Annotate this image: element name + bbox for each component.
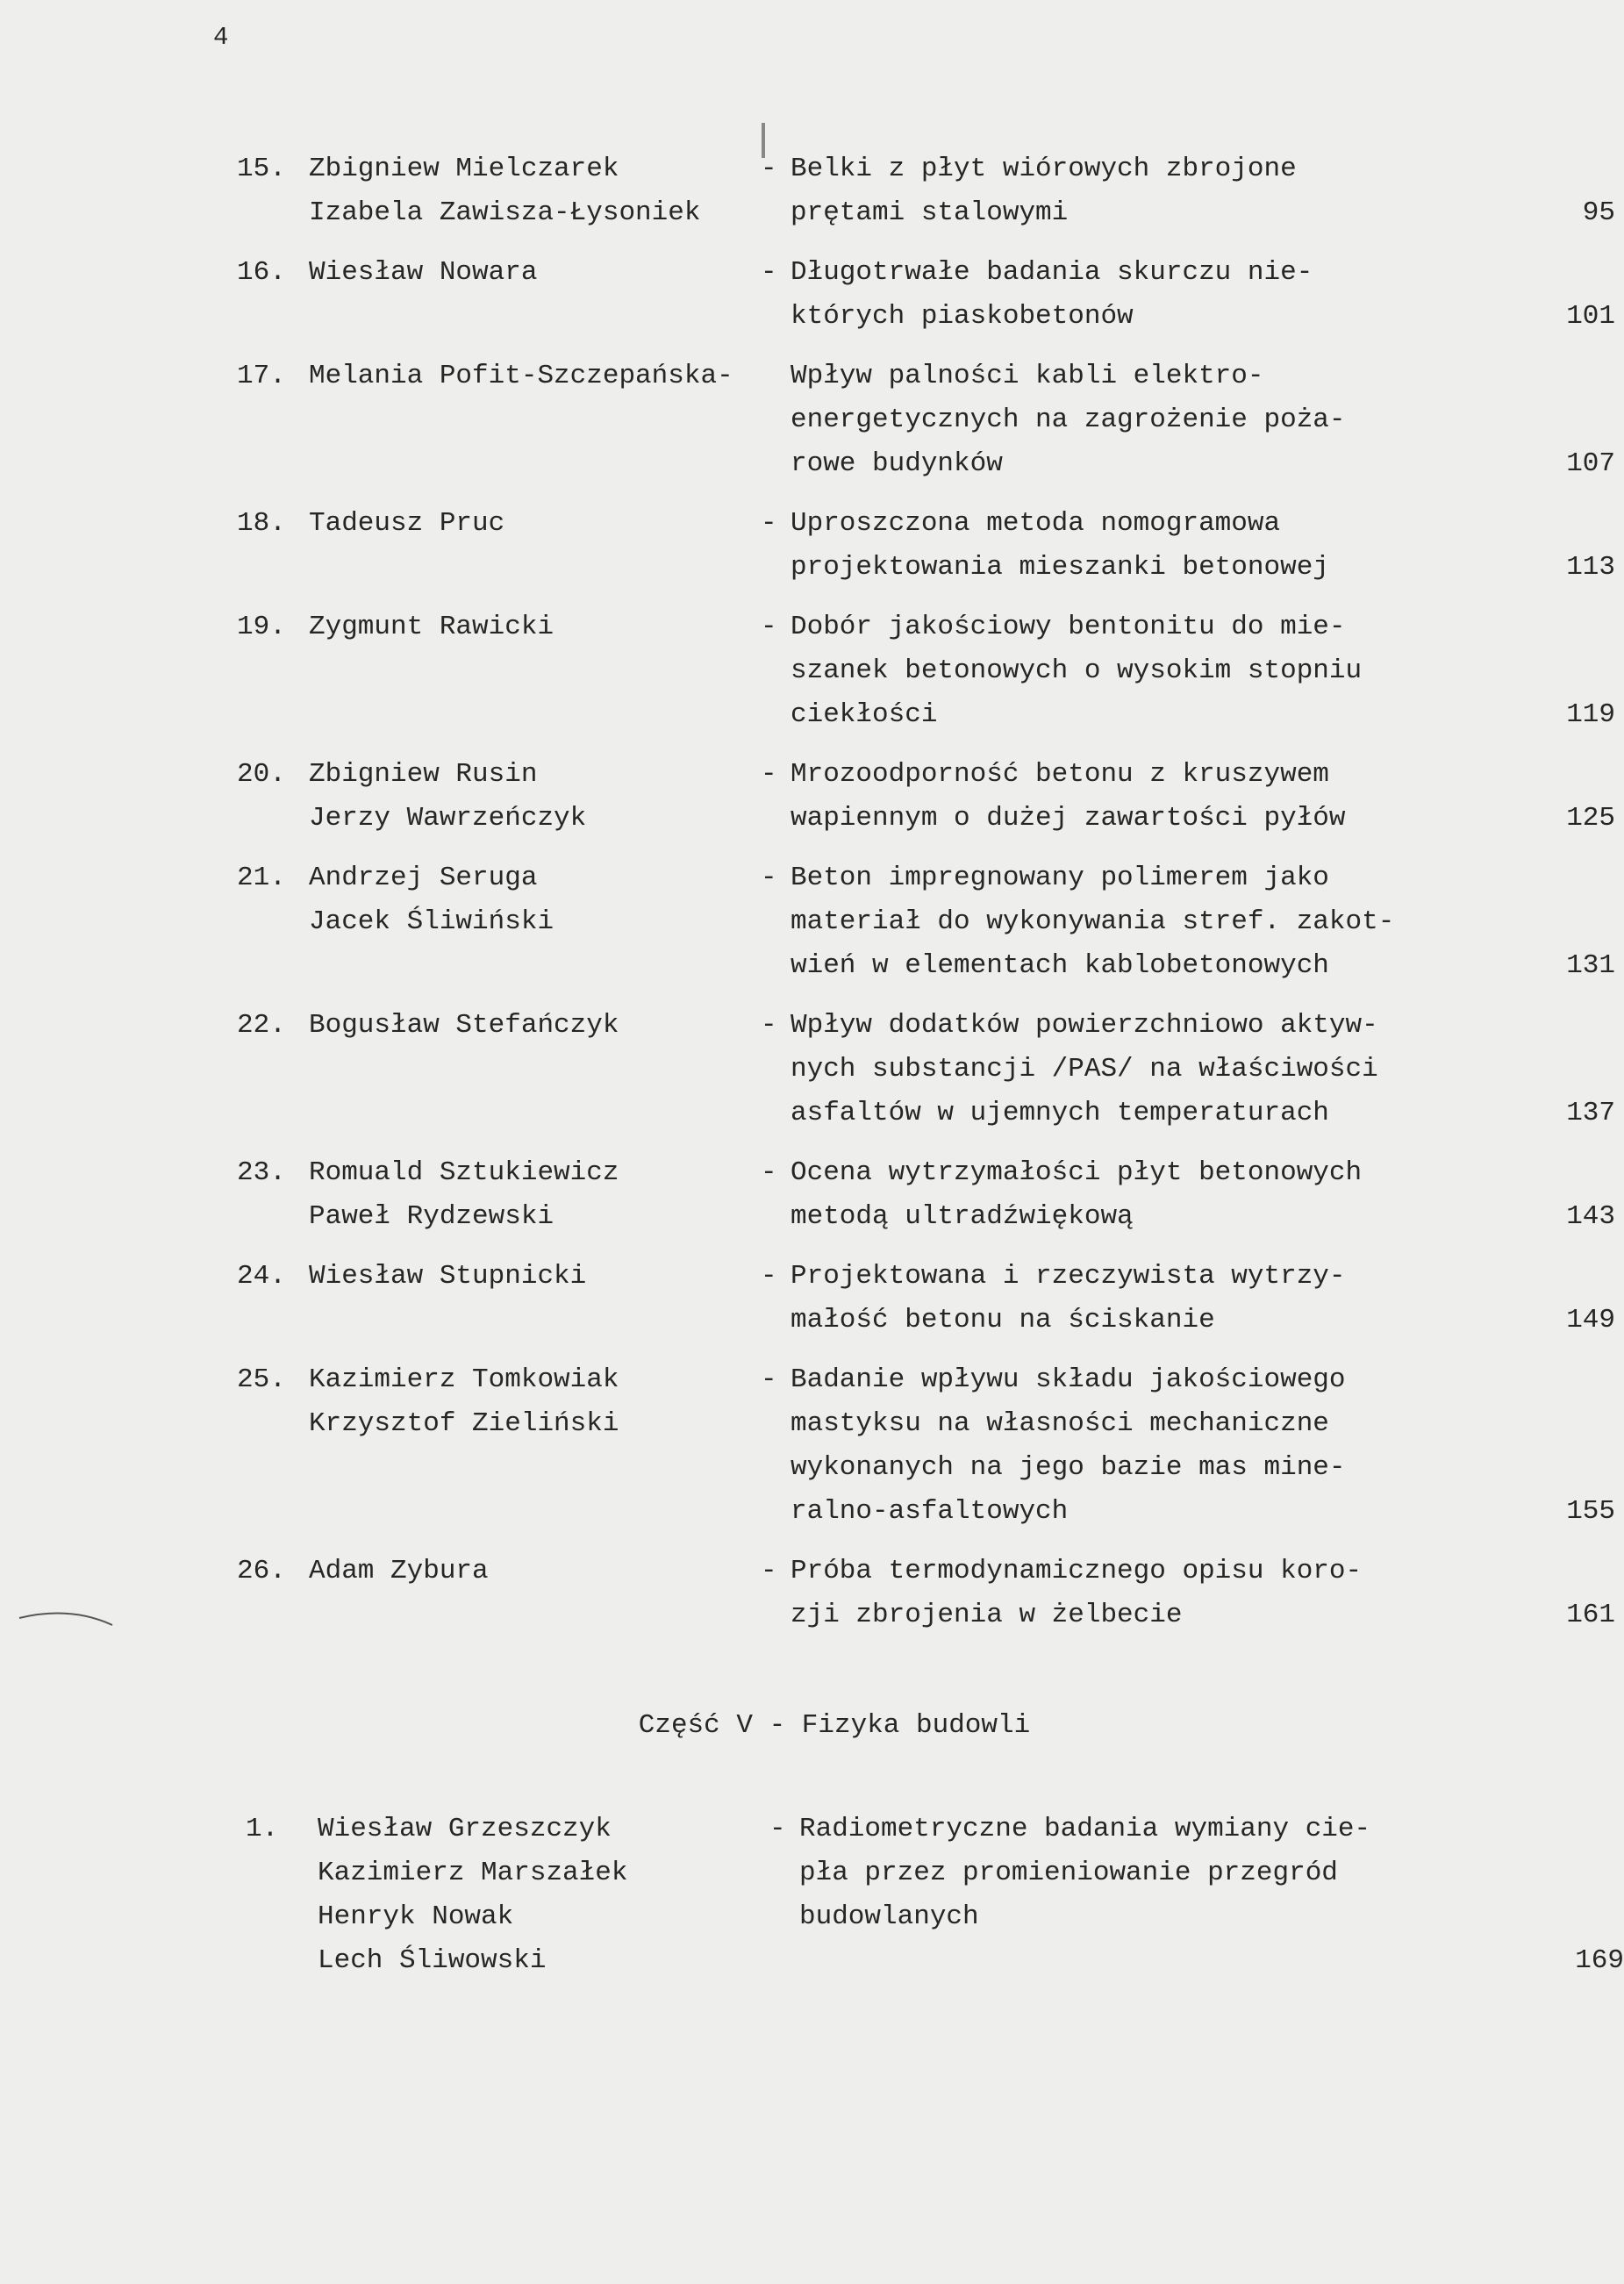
entry-title — [791, 251, 1510, 339]
author-name: Paweł Rydzewski — [309, 1201, 554, 1232]
title-line: zji zbrojenia w żelbecie — [791, 1600, 1183, 1630]
section-heading: Część V - Fizyka budowli — [638, 1710, 1031, 1741]
entry-title — [791, 753, 1510, 841]
entry-dash: - — [761, 1261, 777, 1292]
entry-dash — [761, 354, 791, 486]
entry-number: 25. — [237, 1364, 286, 1395]
entry-dash: - — [761, 1364, 777, 1395]
entry-title — [791, 147, 1510, 235]
toc-entry — [237, 1358, 1615, 1534]
title-line: asfaltów w ujemnych temperaturach — [791, 1098, 1329, 1128]
entry-dash: - — [761, 759, 777, 790]
entry-page-number: 161 — [1566, 1600, 1615, 1630]
author-name: Andrzej Seruga — [309, 863, 538, 893]
entry-title — [791, 1255, 1510, 1342]
entry-number: 23. — [237, 1157, 286, 1188]
author-name: Wiesław Grzeszczyk — [318, 1814, 612, 1844]
author-name: Zygmunt Rawicki — [309, 612, 554, 642]
entry-authors — [309, 856, 761, 988]
toc-entry — [237, 502, 1615, 590]
toc-entry — [237, 251, 1615, 339]
author-name: Adam Zybura — [309, 1556, 489, 1586]
author-name: Lech Śliwowski — [318, 1945, 547, 1976]
entry-authors — [309, 1255, 761, 1342]
title-line: Mrozoodporność betonu z kruszywem — [791, 759, 1329, 790]
title-line: Próba termodynamicznego opisu koro- — [791, 1556, 1363, 1586]
entry-authors — [309, 1550, 761, 1637]
title-line: Projektowana i rzeczywista wytrzy- — [791, 1261, 1346, 1292]
entry-number: 20. — [237, 759, 286, 790]
entry-title — [791, 354, 1510, 486]
title-line: wień w elementach kablobetonowych — [791, 950, 1329, 981]
toc-entry — [237, 1550, 1615, 1637]
entry-page-number: 143 — [1566, 1201, 1615, 1232]
author-name: Jerzy Wawrzeńczyk — [309, 803, 587, 834]
entry-number: 18. — [237, 508, 286, 539]
author-name: Jacek Śliwiński — [309, 906, 554, 937]
title-line: Beton impregnowany polimerem jako — [791, 863, 1329, 893]
toc-entry — [237, 354, 1615, 486]
entry-page-number: 169 — [1575, 1945, 1624, 1976]
entry-dash: - — [769, 1814, 786, 1844]
toc-entry — [246, 1808, 1624, 1983]
entry-authors — [309, 502, 761, 590]
author-name: Kazimierz Tomkowiak — [309, 1364, 619, 1395]
entry-page-number: 149 — [1566, 1305, 1615, 1335]
title-line: prętami stalowymi — [791, 197, 1069, 228]
author-name: Henryk Nowak — [318, 1901, 514, 1932]
entry-dash: - — [761, 257, 777, 288]
title-line: projektowania mieszanki betonowej — [791, 552, 1329, 583]
title-line: ciekłości — [791, 699, 938, 730]
entry-title — [799, 1808, 1519, 1983]
entry-authors — [309, 1358, 761, 1534]
author-name: Tadeusz Pruc — [309, 508, 505, 539]
entry-title — [791, 1550, 1510, 1637]
author-name: Zbigniew Mielczarek — [309, 154, 619, 184]
title-line: Ocena wytrzymałości płyt betonowych — [791, 1157, 1363, 1188]
entry-authors — [318, 1808, 769, 1983]
title-line: pła przez promieniowanie przegród — [799, 1858, 1338, 1888]
entry-page-number: 131 — [1566, 950, 1615, 981]
entry-number: 19. — [237, 612, 286, 642]
title-line: materiał do wykonywania stref. zakot- — [791, 906, 1395, 937]
title-line: wykonanych na jego bazie mas mine- — [791, 1452, 1346, 1483]
page-number: 4 — [213, 23, 229, 52]
entry-page-number: 113 — [1566, 552, 1615, 583]
title-line: budowlanych — [799, 1901, 979, 1932]
title-line: małość betonu na ściskanie — [791, 1305, 1215, 1335]
entry-dash: - — [761, 1157, 777, 1188]
author-name: Romuald Sztukiewicz — [309, 1157, 619, 1188]
author-name: Melania Pofit-Szczepańska- — [309, 361, 733, 391]
title-line: Belki z płyt wiórowych zbrojone — [791, 154, 1297, 184]
title-line: nych substancji /PAS/ na właściwości — [791, 1054, 1378, 1085]
entry-page-number: 137 — [1566, 1098, 1615, 1128]
entry-title — [791, 1358, 1510, 1534]
entry-authors — [309, 1004, 761, 1135]
title-line: Badanie wpływu składu jakościowego — [791, 1364, 1346, 1395]
title-line: których piaskobetonów — [791, 301, 1134, 332]
author-name: Krzysztof Zieliński — [309, 1408, 619, 1439]
entry-authors — [309, 147, 761, 235]
table-of-contents — [0, 147, 1615, 1653]
entry-dash: - — [761, 154, 777, 184]
entry-authors — [309, 753, 761, 841]
entry-title — [791, 1151, 1510, 1239]
title-line: Wpływ dodatków powierzchniowo aktyw- — [791, 1010, 1378, 1041]
entry-number: 16. — [237, 257, 286, 288]
toc-entry — [237, 605, 1615, 737]
title-line: Uproszczona metoda nomogramowa — [791, 508, 1281, 539]
entry-title — [791, 502, 1510, 590]
author-name: Bogusław Stefańczyk — [309, 1010, 619, 1041]
entry-dash: - — [761, 1010, 777, 1041]
entry-number: 21. — [237, 863, 286, 893]
entry-page-number: 95 — [1582, 197, 1615, 228]
entry-authors — [309, 354, 761, 486]
entry-title — [791, 1004, 1510, 1135]
entry-page-number: 107 — [1566, 448, 1615, 479]
title-line: wapiennym o dużej zawartości pyłów — [791, 803, 1346, 834]
entry-page-number: 125 — [1566, 803, 1615, 834]
author-name: Kazimierz Marszałek — [318, 1858, 628, 1888]
entry-page-number: 101 — [1566, 301, 1615, 332]
author-name: Wiesław Nowara — [309, 257, 538, 288]
entry-number: 22. — [237, 1010, 286, 1041]
toc-entry — [237, 753, 1615, 841]
entry-dash: - — [761, 508, 777, 539]
entry-page-number: 119 — [1566, 699, 1615, 730]
entry-number: 26. — [237, 1556, 286, 1586]
title-line: Dobór jakościowy bentonitu do mie- — [791, 612, 1346, 642]
title-line: Wpływ palności kabli elektro- — [791, 361, 1264, 391]
entry-dash: - — [761, 1556, 777, 1586]
author-name: Wiesław Stupnicki — [309, 1261, 587, 1292]
title-line: rowe budynków — [791, 448, 1003, 479]
entry-authors — [309, 1151, 761, 1239]
section-table-of-contents — [0, 1808, 1624, 1999]
entry-number: 15. — [237, 154, 286, 184]
entry-number: 24. — [237, 1261, 286, 1292]
title-line: metodą ultradźwiękową — [791, 1201, 1134, 1232]
entry-authors — [309, 251, 761, 339]
entry-number: 17. — [237, 361, 286, 391]
toc-entry — [237, 1151, 1615, 1239]
toc-entry — [237, 1255, 1615, 1342]
title-line: mastyksu na własności mechaniczne — [791, 1408, 1329, 1439]
title-line: Długotrwałe badania skurczu nie- — [791, 257, 1313, 288]
entry-title — [791, 605, 1510, 737]
entry-number: 1. — [246, 1814, 279, 1844]
entry-dash: - — [761, 612, 777, 642]
title-line: energetycznych na zagrożenie poża- — [791, 405, 1346, 435]
entry-title — [791, 856, 1510, 988]
toc-entry — [237, 147, 1615, 235]
entry-authors — [309, 605, 761, 737]
title-line: szanek betonowych o wysokim stopniu — [791, 655, 1363, 686]
title-line: ralno-asfaltowych — [791, 1496, 1069, 1527]
author-name: Zbigniew Rusin — [309, 759, 538, 790]
entry-dash: - — [761, 863, 777, 893]
entry-page-number: 155 — [1566, 1496, 1615, 1527]
author-name: Izabela Zawisza-Łysoniek — [309, 197, 701, 228]
toc-entry — [237, 1004, 1615, 1135]
title-line: Radiometryczne badania wymiany cie- — [799, 1814, 1371, 1844]
toc-entry — [237, 856, 1615, 988]
